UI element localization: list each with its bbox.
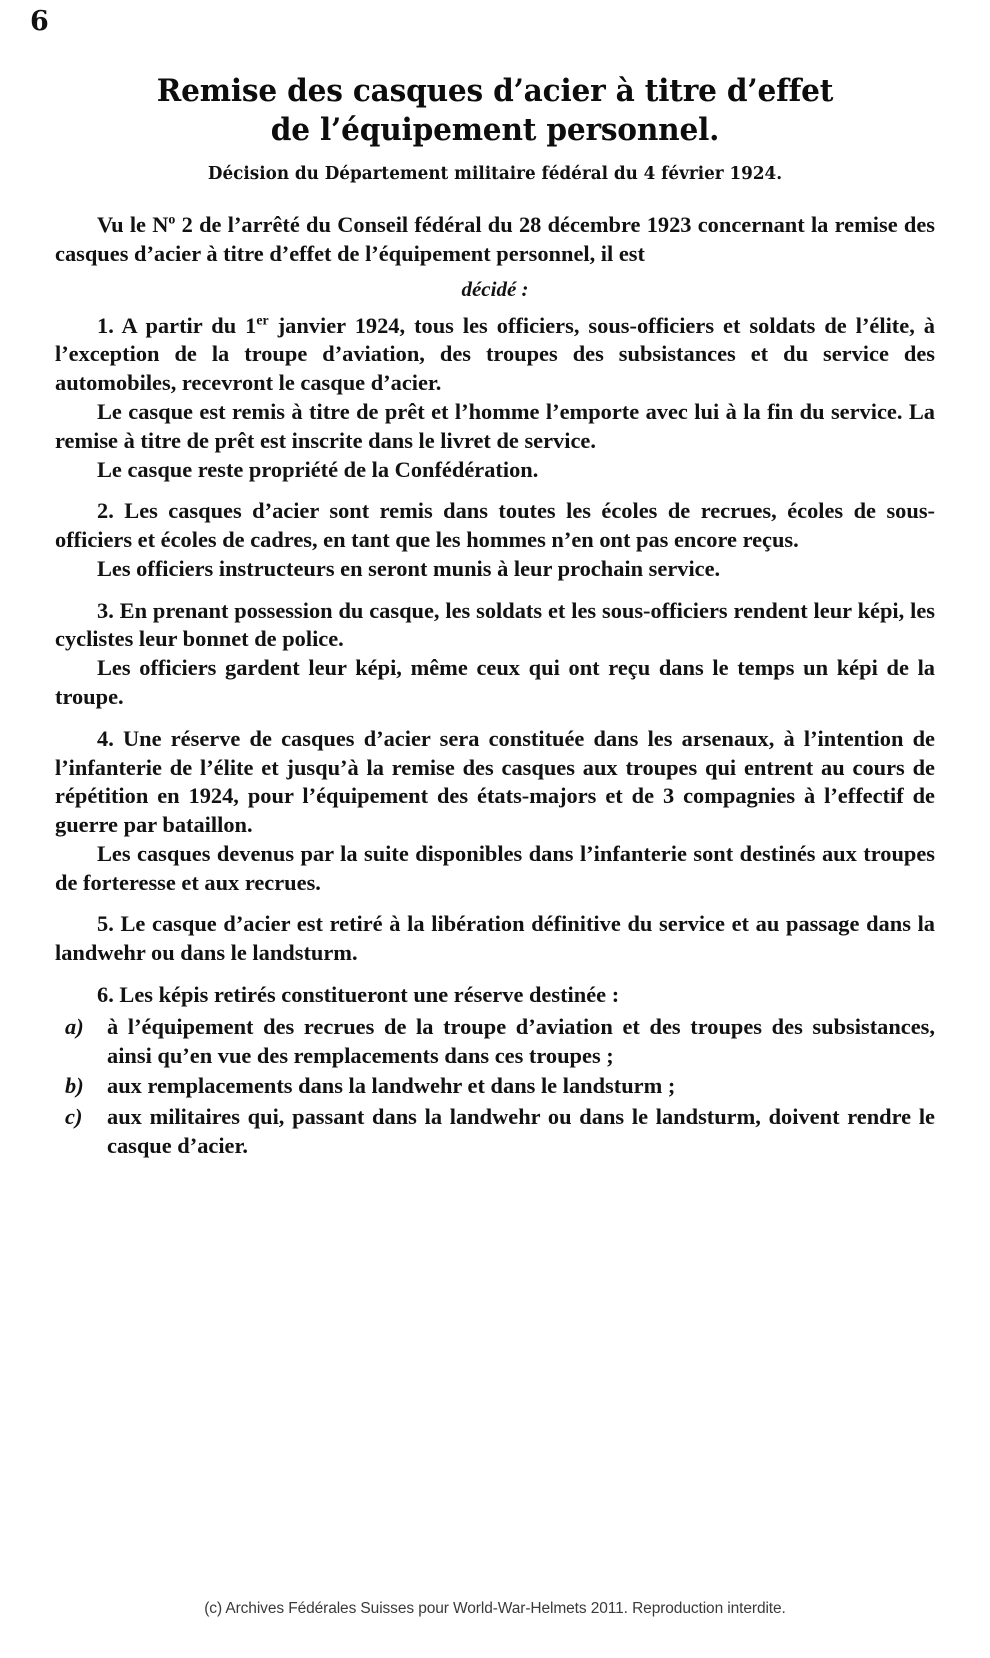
paragraph-3: 3. En prenant possession du casque, les soldats et les sous-officiers rendent leur képi, les cyclistes leur bonnet de police. [55, 597, 935, 652]
ordinal-indicator-o: o [168, 212, 176, 228]
paragraph-4: 4. Une réserve de casques d’acier sera constituée dans les arsenaux, à l’intention de l’infanterie de l’élite et jusqu’à la remise des casques aux troupes qui entrent au cours de répétition en 1924, pour l’équipement des états-majors et de 3 compagnies à l’effectif de guerre par bataillon. [55, 725, 935, 838]
document-subtitle: Décision du Département militaire fédéral du 4 février 1924. [207, 164, 783, 185]
spacer [55, 584, 935, 597]
list-marker-c: c) [65, 1104, 83, 1130]
paragraph-preamble [55, 211, 935, 269]
paragraph-1-note-1: Le casque est remis à titre de prêt et l’homme l’emporte avec lui à la fin du service. La remise à titre de prêt est inscrite dans le livret de service. [55, 398, 935, 453]
ordinal-indicator-er: er [256, 313, 269, 329]
list-marker-a: a) [65, 1013, 84, 1039]
paragraph-6: 6. Les képis retirés constitueront une réserve destinée : [97, 982, 620, 1008]
list-item-text-b: aux remplacements dans la landwehr et dans le landsturm ; [107, 1073, 676, 1099]
list-item-text-c: aux militaires qui, passant dans la landwehr ou dans le landsturm, doivent rendre le casque d’acier. [107, 1104, 935, 1158]
spacer [55, 968, 935, 981]
document-content [55, 72, 935, 1161]
para1-prefix: 1. A partir du 1 [97, 312, 257, 338]
decided-label: décidé : [461, 276, 529, 301]
copyright-footer: (c) Archives Fédérales Suisses pour World-War-Helmets 2011. Reproduction interdite. [204, 1600, 786, 1617]
preamble-rest: 2 de l’arrêté du Conseil fédéral du 28 décembre 1923 concernant la remise des casques d’acier à titre d’effet de l’équipement personnel, il est [55, 212, 935, 266]
spacer [55, 897, 935, 910]
list-marker-b: b) [65, 1073, 84, 1099]
spacer [55, 712, 935, 725]
title-line-2: de l’équipement personnel. [270, 112, 720, 149]
paragraph-2: 2. Les casques d’acier sont remis dans toutes les écoles de recrues, écoles de sous-officiers et écoles de cadres, en tant que les hommes n’en ont pas encore reçus. [55, 498, 935, 553]
list-item [55, 1103, 935, 1161]
title-line-1: Remise des casques d’acier à titre d’effet [156, 73, 834, 109]
list-item [55, 1072, 935, 1101]
list-item-text-a: à l’équipement des recrues de la troupe d’aviation et des troupes des subsistances, ainsi qu’en vue des remplacements dans ces troupes ; [107, 1013, 935, 1068]
paragraph-3-note: Les officiers gardent leur képi, même ceux qui ont reçu dans le temps un képi de la troupe. [55, 655, 935, 709]
spacer [55, 484, 935, 497]
para1-rest: janvier 1924, tous les officiers, sous-officiers et soldats de l’élite, à l’exception de la troupe d’aviation, des troupes des subsistances et du service des automobiles, recevront le casque d’acier. [55, 312, 935, 396]
paragraph-2-note: Les officiers instructeurs en seront munis à leur prochain service. [97, 555, 721, 581]
lettered-list [55, 1013, 935, 1161]
preamble-prefix: Vu le N [97, 212, 169, 238]
list-item [55, 1013, 935, 1071]
paragraph-5: 5. Le casque d’acier est retiré à la libération définitive du service et au passage dans la landwehr ou dans le landsturm. [55, 911, 935, 966]
page-number: 6 [30, 6, 49, 37]
document-title [68, 72, 922, 150]
paragraph-4-note: Les casques devenus par la suite disponibles dans l’infanterie sont destinés aux troupes de forteresse et aux recrues. [55, 840, 935, 895]
paragraph-1 [55, 312, 935, 398]
paragraph-1-note-2: Le casque reste propriété de la Confédération. [97, 456, 539, 482]
document-body [55, 211, 935, 1161]
